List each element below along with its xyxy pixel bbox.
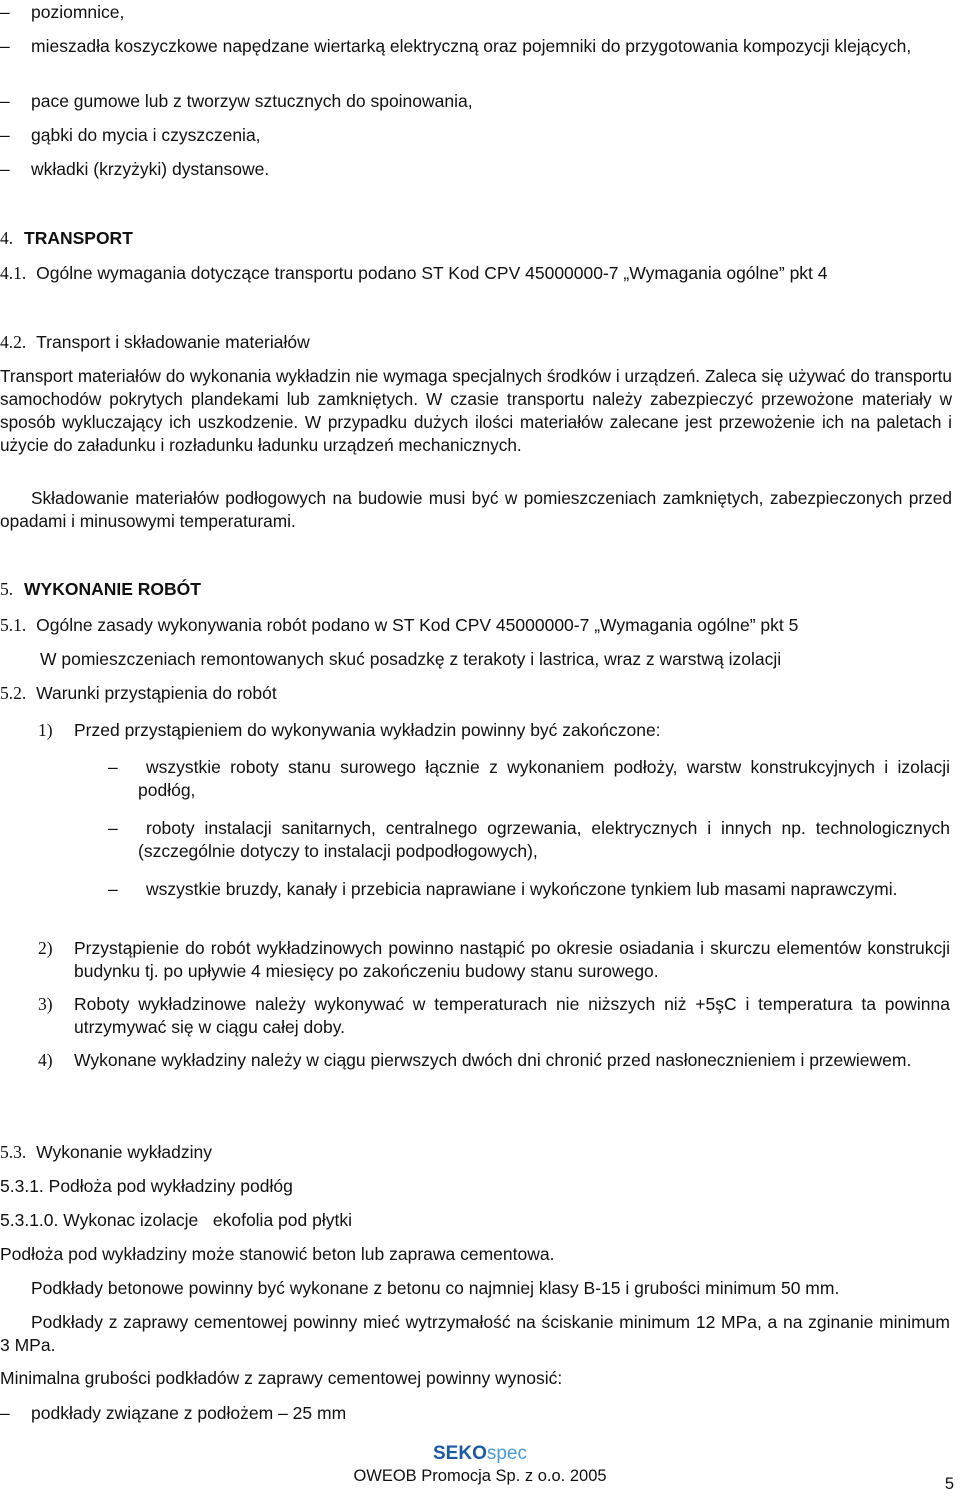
section-5-3-1-0-heading xyxy=(0,1209,352,1232)
section-5-2-heading xyxy=(0,682,277,705)
list-item xyxy=(0,90,950,113)
sub-list-item xyxy=(108,817,950,863)
section-5-1 xyxy=(0,614,955,637)
item-text: Wykonane wykładziny należy w ciągu pierwszych dwóch dni chronić przed nasłonecznieniem i przewiewem. xyxy=(74,1050,912,1070)
section-title: Wykonanie wykładziny xyxy=(36,1142,213,1162)
sub-list-item xyxy=(108,756,950,802)
section-5-heading xyxy=(0,578,201,601)
body-paragraph xyxy=(0,1367,950,1390)
section-title: Transport i składowanie materiałów xyxy=(36,332,310,352)
paragraph-text: Transport materiałów do wykonania wykładzin nie wymaga specjalnych środków i urządzeń. Zaleca się używać do transportu samochodów pokrytych plandekami lub zamkniętych. W czasie transportu należy zabezpieczyć przewożone materiały w sposób wykluczający ich uszkodzenie. W przypadku dużych ilości materiałów zalecane jest przewożenie ich na paletach i użycie do załadunku i rozładunku ładunku urządzeń mechanicznych. xyxy=(0,366,952,455)
section-title: 5.3.1. Podłoża pod wykładziny podłóg xyxy=(0,1176,293,1196)
numbered-item xyxy=(38,993,950,1039)
item-number: 4) xyxy=(38,1050,53,1070)
section-number: 5. xyxy=(0,579,14,599)
list-item-text: gąbki do mycia i czyszczenia, xyxy=(31,125,261,145)
list-item-text: poziomnice, xyxy=(31,2,125,22)
brand-logo xyxy=(433,1443,527,1464)
dash-bullet: – xyxy=(0,159,10,179)
dash-bullet: – xyxy=(108,818,118,838)
dash-bullet: – xyxy=(0,125,10,145)
item-number: 1) xyxy=(38,720,53,740)
storage-paragraph xyxy=(0,487,952,533)
section-number: 4.2. xyxy=(0,332,27,352)
transport-paragraph xyxy=(0,365,952,457)
list-item xyxy=(0,1402,950,1425)
section-5-3-1-heading xyxy=(0,1175,293,1198)
section-number: 5.3. xyxy=(0,1142,27,1162)
sub-item-text: wszystkie bruzdy, kanały i przebicia naprawiane i wykończone tynkiem lub masami naprawczymi. xyxy=(146,879,898,899)
list-item-text: mieszadła koszyczkowe napędzane wiertarką elektryczną oraz pojemniki do przygotowania kompozycji klejących, xyxy=(31,36,912,56)
section-number: 4. xyxy=(0,228,14,248)
numbered-item xyxy=(38,937,950,983)
page-number xyxy=(945,1473,954,1496)
sub-list-item xyxy=(108,878,950,901)
dash-bullet: – xyxy=(108,879,118,899)
section-4-1 xyxy=(0,262,950,285)
section-title: 5.3.1.0. Wykonac izolacje ekofolia pod płytki xyxy=(0,1210,352,1230)
section-5-1-note xyxy=(40,648,955,671)
section-number: 4.1. xyxy=(0,263,27,283)
note-text: W pomieszczeniach remontowanych skuć posadzkę z terakoty i lastrica, wraz z warstwą izolacji xyxy=(40,649,782,669)
dash-bullet: – xyxy=(0,91,10,111)
list-item xyxy=(0,1,950,24)
footer-company xyxy=(0,1465,960,1488)
paragraph-text: Podkłady z zaprawy cementowej powinny mieć wytrzymałość na ściskanie minimum 12 MPa, a na zginanie minimum 3 MPa. xyxy=(0,1312,950,1355)
item-text: Przystąpienie do robót wykładzinowych powinno nastąpić po okresie osiadania i skurczu elementów konstrukcji budynku tj. po upływie 4 miesięcy po zakończeniu budowy stanu surowego. xyxy=(74,938,950,981)
section-5-3-heading xyxy=(0,1141,212,1164)
item-number: 2) xyxy=(38,938,53,958)
item-text: Roboty wykładzinowe należy wykonywać w temperaturach nie niższych niż +5şC i temperatura ta powinna utrzymywać się w ciągu całej doby. xyxy=(74,994,950,1037)
paragraph-text: Podłoża pod wykładziny może stanowić beton lub zaprawa cementowa. xyxy=(0,1244,555,1264)
section-title: TRANSPORT xyxy=(24,228,133,248)
dash-bullet: – xyxy=(0,2,10,22)
dash-bullet: – xyxy=(0,1403,10,1423)
section-number: 5.2. xyxy=(0,683,27,703)
item-text: Przed przystąpieniem do wykonywania wykładzin powinny być zakończone: xyxy=(74,720,661,740)
section-title: Warunki przystąpienia do robót xyxy=(36,683,277,703)
body-paragraph xyxy=(0,1277,950,1300)
dash-bullet: – xyxy=(108,757,118,777)
company-name: OWEOB Promocja Sp. z o.o. 2005 xyxy=(353,1467,607,1485)
list-item xyxy=(0,158,950,181)
body-paragraph xyxy=(0,1311,950,1357)
sub-item-text: wszystkie roboty stanu surowego łącznie z wykonaniem podłoży, warstw konstrukcyjnych i izolacji podłóg, xyxy=(138,757,950,800)
section-4-2-heading xyxy=(0,331,310,354)
numbered-item xyxy=(38,719,950,742)
section-text: Ogólne wymagania dotyczące transportu podano ST Kod CPV 45000000-7 „Wymagania ogólne” pkt 4 xyxy=(36,263,828,283)
page-number-text: 5 xyxy=(944,1475,954,1493)
brand-part2: spec xyxy=(486,1443,527,1464)
footer-logo xyxy=(0,1442,960,1465)
paragraph-text: Składowanie materiałów podłogowych na budowie musi być w pomieszczeniach zamkniętych, zabezpieczonych przed opadami i minusowymi temperaturami. xyxy=(0,488,952,531)
section-4-heading xyxy=(0,227,133,250)
paragraph-text: Podkłady betonowe powinny być wykonane z betonu co najmniej klasy B-15 i grubości minimum 50 mm. xyxy=(31,1278,840,1298)
section-number: 5.1. xyxy=(0,615,27,635)
section-title: WYKONANIE ROBÓT xyxy=(24,579,201,599)
section-text: Ogólne zasady wykonywania robót podano w ST Kod CPV 45000000-7 „Wymagania ogólne” pkt 5 xyxy=(36,615,799,635)
dash-bullet: – xyxy=(0,36,10,56)
item-number: 3) xyxy=(38,994,53,1014)
paragraph-text: Minimalna grubości podkładów z zaprawy cementowej powinny wynosić: xyxy=(0,1368,563,1388)
numbered-item xyxy=(38,1049,950,1072)
list-item xyxy=(0,124,950,147)
sub-item-text: roboty instalacji sanitarnych, centralnego ogrzewania, elektrycznych i innych np. technologicznych (szczególnie dotyczy to instalacji podpodłogowych), xyxy=(138,818,950,861)
body-paragraph xyxy=(0,1243,950,1266)
list-item-text: pace gumowe lub z tworzyw sztucznych do spoinowania, xyxy=(31,91,473,111)
list-item-text: podkłady związane z podłożem – 25 mm xyxy=(31,1403,347,1423)
list-item-text: wkładki (krzyżyki) dystansowe. xyxy=(31,159,270,179)
brand-part1: SEKO xyxy=(433,1443,487,1464)
list-item xyxy=(0,35,950,58)
